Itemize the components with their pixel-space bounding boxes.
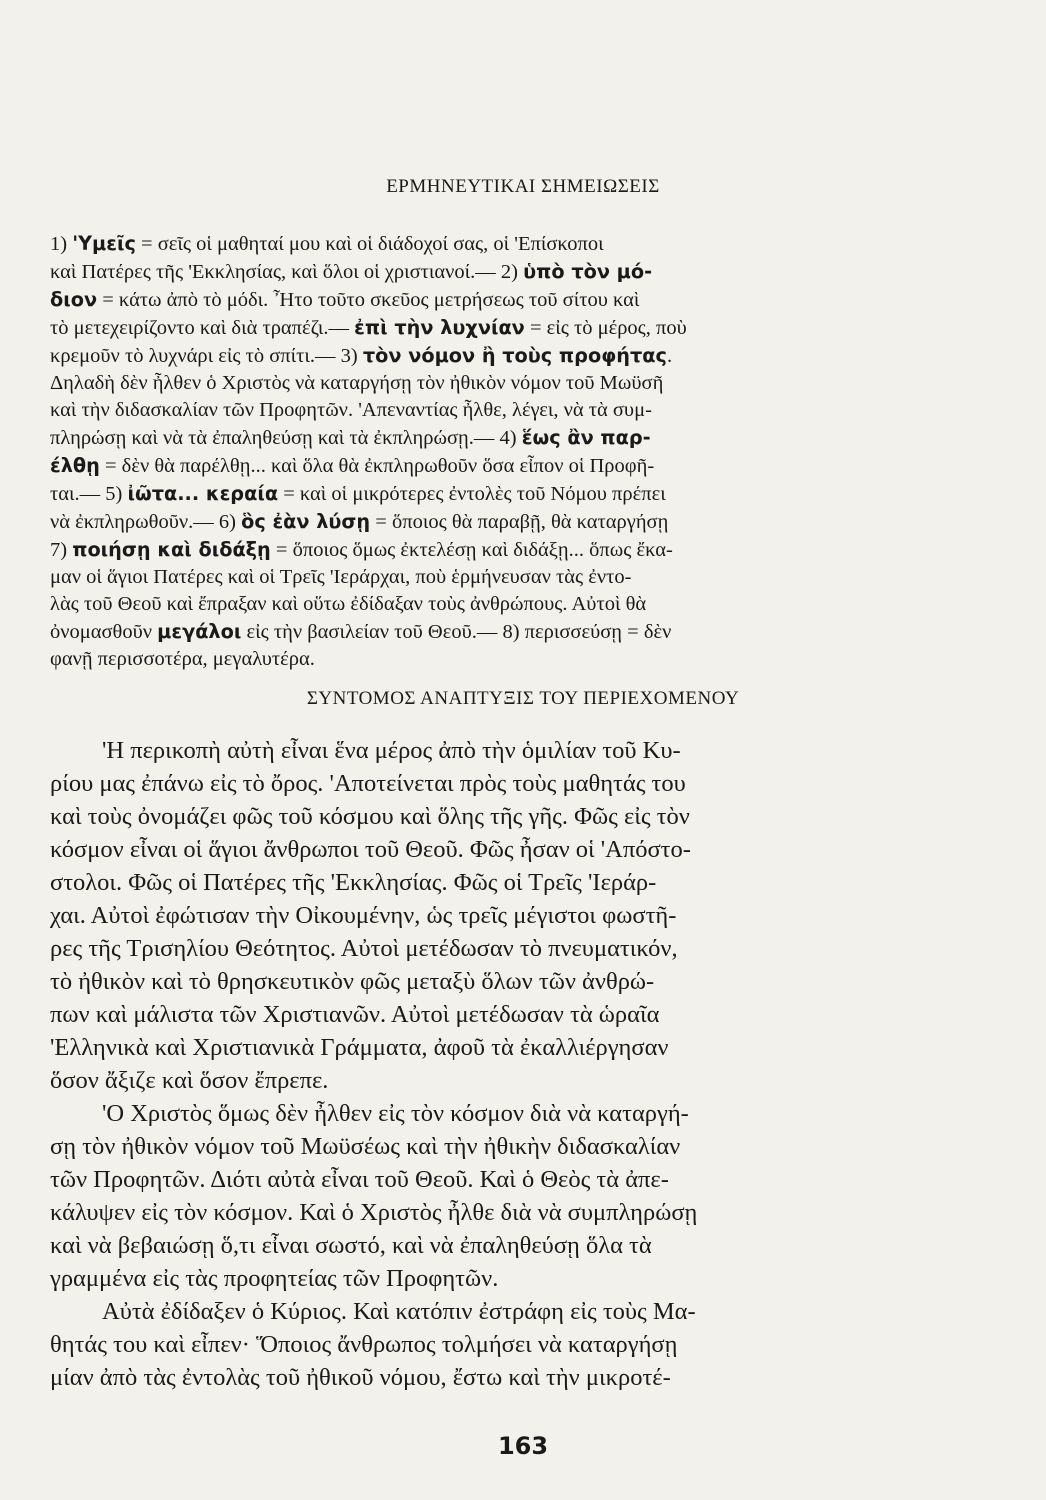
notes-term: ὃς ἐὰν λύσῃ — [241, 510, 371, 533]
body-line: πων καὶ μάλιστα τῶν Χριστιανῶν. Αὐτοὶ μετέδωσαν τὰ ὡραῖα — [50, 1001, 660, 1028]
notes-text: 7) — [50, 539, 73, 561]
page-number: 163 — [497, 1432, 549, 1460]
notes-line — [50, 536, 990, 564]
notes-line — [50, 342, 990, 370]
notes-term: μεγάλοι — [157, 620, 242, 643]
notes-text: λὰς τοῦ Θεοῦ καὶ ἔπραξαν καὶ οὕτω ἐδίδαξαν τοὺς ἀνθρώπους. Αὐτοὶ θὰ — [50, 593, 647, 615]
body-line: 'Η περικοπὴ αὐτὴ εἶναι ἕνα μέρος ἀπὸ τὴν ὁμιλίαν τοῦ Κυ- — [102, 737, 681, 764]
notes-line — [50, 480, 990, 508]
summary-body — [50, 734, 990, 1394]
body-line: 'Ελληνικὰ καὶ Χριστιανικὰ Γράμματα, ἀφοῦ τὰ ἐκαλλιέργησαν — [50, 1034, 669, 1061]
notes-text: = ὅποιος θὰ παραβῇ, θὰ καταργήσῃ — [370, 511, 669, 533]
notes-text: καὶ Πατέρες τῆς 'Εκκλησίας, καὶ ὅλοι οἱ χριστιανοί.— 2) — [50, 261, 524, 283]
notes-term: διον — [50, 288, 98, 311]
notes-text: Δηλαδὴ δὲν ἦλθεν ὁ Χριστὸς νὰ καταργήσῃ τὸν ἠθικὸν νόμον τοῦ Μωϋσῆ — [50, 372, 664, 394]
notes-line — [50, 618, 990, 646]
body-line: γραμμένα εἰς τὰς προφητείας τῶν Προφητῶν. — [50, 1265, 499, 1292]
notes-line — [50, 314, 990, 342]
body-line: ρίου μας ἐπάνω εἰς τὸ ὄρος. 'Αποτείνεται πρὸς τοὺς μαθητάς του — [50, 770, 686, 797]
notes-text: καὶ τὴν διδασκαλίαν τῶν Προφητῶν. 'Απεναντίας ἦλθε, λέγει, νὰ τὰ συμ- — [50, 399, 652, 421]
notes-heading: ΕΡΜΗΝΕΥΤΙΚΑΙ ΣΗΜΕΙΩΣΕΙΣ — [386, 176, 660, 197]
summary-heading: ΣΥΝΤΟΜΟΣ ΑΝΑΠΤΥΞΙΣ ΤΟΥ ΠΕΡΙΕΧΟΜΕΝΟΥ — [306, 688, 740, 709]
notes-term: ὑπὸ τὸν μό- — [523, 260, 653, 283]
notes-text: φανῇ περισσοτέρα, μεγαλυτέρα. — [50, 648, 315, 670]
notes-line — [50, 508, 990, 536]
body-line: κόσμον εἶναι οἱ ἅγιοι ἄνθρωποι τοῦ Θεοῦ. Φῶς ἦσαν οἱ 'Απόστο- — [50, 836, 691, 863]
body-line: χαι. Αὐτοὶ ἐφώτισαν τὴν Οἰκουμένην, ὡς τρεῖς μέγιστοι φωστῆ- — [50, 902, 677, 929]
notes-text: = ὅποιος ὅμως ἐκτελέσῃ καὶ διδάξῃ... ὅπως ἔκα- — [270, 539, 673, 561]
body-line: κάλυψεν εἰς τὸν κόσμον. Καὶ ὁ Χριστὸς ἦλθε διὰ νὰ συμπληρώσῃ — [50, 1199, 698, 1226]
notes-text: = εἰς τὸ μέρος, ποὺ — [524, 317, 687, 339]
notes-text: τὸ μετεχειρίζοντο καὶ διὰ τραπέζι.— — [50, 317, 355, 339]
notes-text: μαν οἱ ἅγιοι Πατέρες καὶ οἱ Τρεῖς 'Ιεράρχαι, ποὺ ἑρμήνευσαν τὰς ἐντο- — [50, 566, 632, 588]
notes-term: ἐπὶ τὴν λυχνίαν — [354, 316, 525, 339]
notes-text: εἰς τὴν βασιλείαν τοῦ Θεοῦ.— 8) περισσεύσῃ = δὲν — [241, 621, 672, 643]
notes-line — [50, 564, 990, 591]
notes-term: ἕως ἂν παρ- — [521, 426, 651, 449]
body-line: 'Ο Χριστὸς ὅμως δὲν ἦλθεν εἰς τὸν κόσμον διὰ νὰ καταργή- — [102, 1100, 689, 1127]
notes-text: νὰ ἐκπληρωθοῦν.— 6) — [50, 511, 242, 533]
body-line: ὅσον ἄξιζε καὶ ὅσον ἔπρεπε. — [50, 1067, 329, 1094]
notes-text: = δὲν θὰ παρέλθῃ... καὶ ὅλα θὰ ἐκπληρωθοῦν ὅσα εἶπον οἱ Προφῆ- — [99, 455, 655, 477]
notes-text: . — [666, 345, 673, 367]
explanatory-notes — [50, 230, 990, 673]
notes-term: ποιήσῃ καὶ διδάξῃ — [72, 538, 271, 561]
notes-line — [50, 258, 990, 286]
notes-line — [50, 646, 990, 673]
notes-line — [50, 230, 990, 258]
notes-line — [50, 286, 990, 314]
body-line: καὶ νὰ βεβαιώσῃ ὅ,τι εἶναι σωστό, καὶ νὰ ἐπαληθεύσῃ ὅλα τὰ — [50, 1232, 652, 1259]
notes-line — [50, 397, 990, 424]
notes-term: έλθῃ — [50, 454, 100, 477]
body-line: Αὐτὰ ἐδίδαξεν ὁ Κύριος. Καὶ κατόπιν ἐστράφη εἰς τοὺς Μα- — [102, 1298, 696, 1325]
body-line: τῶν Προφητῶν. Διότι αὐτὰ εἶναι τοῦ Θεοῦ. Καὶ ὁ Θεὸς τὰ ἀπε- — [50, 1166, 669, 1193]
notes-text: 1) — [50, 233, 73, 255]
body-line: θητάς του καὶ εἶπεν· Ὅποιος ἄνθρωπος τολμήσει νὰ καταργήσῃ — [50, 1331, 678, 1358]
body-line: μίαν ἀπὸ τὰς ἐντολὰς τοῦ ἠθικοῦ νόμου, ἔστω καὶ τὴν μικροτέ- — [50, 1364, 671, 1391]
notes-text: ται.— 5) — [50, 483, 128, 505]
body-line: καὶ τοὺς ὀνομάζει φῶς τοῦ κόσμου καὶ ὅλης τῆς γῆς. Φῶς εἰς τὸν — [50, 803, 690, 830]
notes-line — [50, 591, 990, 618]
notes-text: ὀνομασθοῦν — [50, 621, 158, 643]
notes-term: τὸν νόμον ἢ τοὺς προφήτας — [362, 344, 667, 367]
body-line: τὸ ἠθικὸν καὶ τὸ θρησκευτικὸν φῶς μεταξὺ ὅλων τῶν ἀνθρώ- — [50, 968, 655, 995]
notes-text: κρεμοῦν τὸ λυχνάρι εἰς τὸ σπίτι.— 3) — [50, 345, 363, 367]
notes-text: πληρώσῃ καὶ νὰ τὰ ἐπαληθεύσῃ καὶ τὰ ἐκπληρώσῃ.— 4) — [50, 427, 522, 449]
body-line: στολοι. Φῶς οἱ Πατέρες τῆς 'Εκκλησίας. Φῶς οἱ Τρεῖς 'Ιεράρ- — [50, 869, 657, 896]
notes-line — [50, 452, 990, 480]
notes-line — [50, 370, 990, 397]
notes-term: 'Υμεῖς — [72, 232, 136, 255]
notes-text: = σεῖς οἱ μαθηταί μου καὶ οἱ διάδοχοί σας, οἱ 'Επίσκοποι — [135, 233, 604, 255]
notes-text: = κάτω ἀπὸ τὸ μόδι. Ἦτο τοῦτο σκεῦος μετρήσεως τοῦ σίτου καὶ — [97, 289, 640, 311]
body-line: σῃ τὸν ἠθικὸν νόμον τοῦ Μωϋσέως καὶ τὴν ἠθικὴν διδασκαλίαν — [50, 1133, 681, 1160]
notes-term: ἰῶτα... κεραία — [127, 482, 279, 505]
notes-line — [50, 424, 990, 452]
body-line: ρες τῆς Τρισηλίου Θεότητος. Αὐτοὶ μετέδωσαν τὸ πνευματικόν, — [50, 935, 678, 962]
notes-text: = καὶ οἱ μικρότερες ἐντολὲς τοῦ Νόμου πρέπει — [278, 483, 666, 505]
